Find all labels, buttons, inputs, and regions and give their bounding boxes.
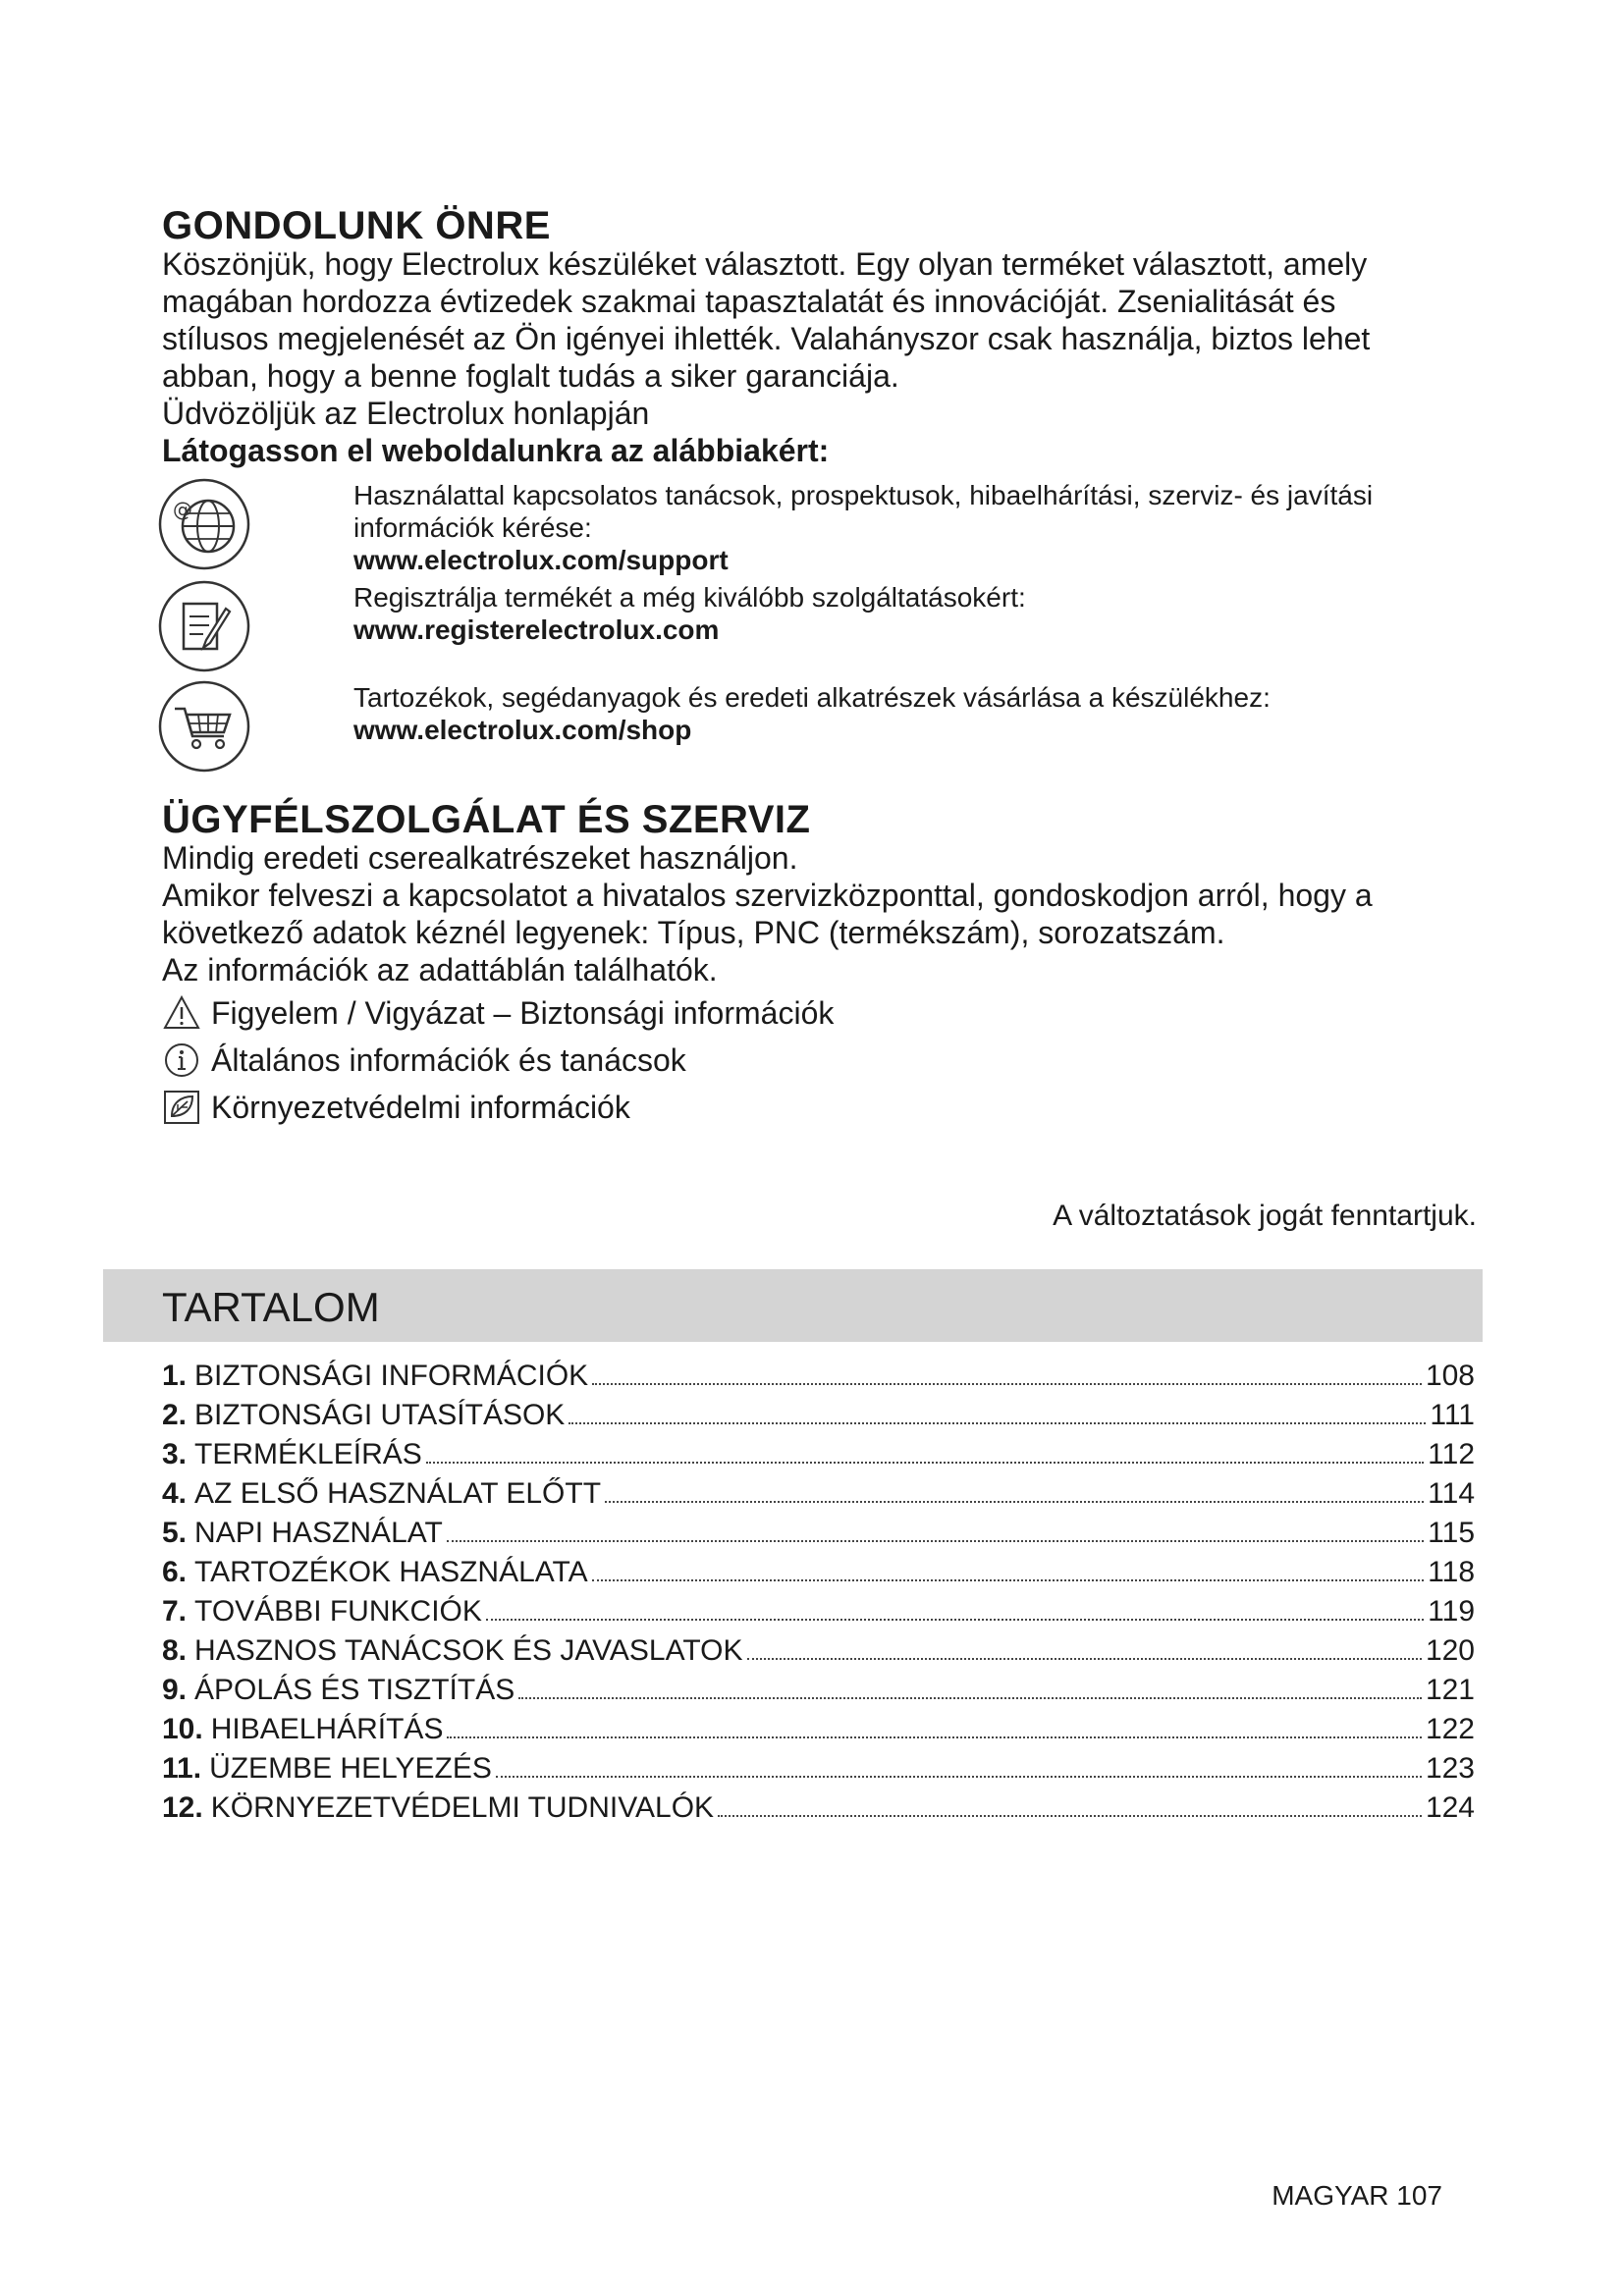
toc-entry[interactable]: 11. ÜZEMBE HELYEZÉS 123 [162,1752,1475,1785]
visit-shop-line: Tartozékok, segédanyagok és eredeti alkatrészek vásárlása a készülékhez: [353,682,1271,713]
service-line: Amikor felveszi a kapcsolatot a hivatalos szervizközponttal, gondoskodjon arról, hogy a [162,878,1373,913]
toc-entry[interactable]: 12. KÖRNYEZETVÉDELMI TUDNIVALÓK 124 [162,1791,1475,1824]
info-icon [162,1041,201,1079]
toc-entry-label: TERMÉKLEÍRÁS [194,1438,422,1470]
toc-entry-page: 120 [1425,1634,1475,1667]
svg-text:@: @ [173,498,192,521]
intro-line: abban, hogy a benne foglalt tudás a siker garanciája. [162,358,899,394]
toc-entry-page: 121 [1425,1674,1475,1706]
toc-entry-label: BIZTONSÁGI UTASÍTÁSOK [194,1399,566,1431]
support-link[interactable]: www.electrolux.com/support [353,545,729,575]
intro-title: GONDOLUNK ÖNRE [162,204,551,247]
visit-support-line: információk kérése: [353,512,592,543]
toc-entry[interactable]: 3. TERMÉKLEÍRÁS 112 [162,1438,1475,1470]
toc-entry[interactable]: 1. BIZTONSÁGI INFORMÁCIÓK 108 [162,1360,1475,1392]
toc-entry-page: 124 [1425,1791,1475,1824]
toc-entry-label: HASZNOS TANÁCSOK ÉS JAVASLATOK [194,1634,743,1667]
welcome-line: Üdvözöljük az Electrolux honlapján [162,396,650,431]
intro-line: magában hordozza évtizedek szakmai tapasztalatát és innovációját. Zsenialitását és [162,284,1336,319]
toc-header-bar [103,1269,1483,1342]
toc-entry-page: 115 [1428,1517,1475,1549]
toc-entry-page: 114 [1428,1477,1475,1510]
service-line: Mindig eredeti cserealkatrészeket használjon. [162,840,798,876]
shopping-cart-icon [157,679,251,774]
toc-entry[interactable]: 5. NAPI HASZNÁLAT 115 [162,1517,1475,1549]
page-footer: MAGYAR 107 [1272,2180,1442,2211]
environment-icon [162,1089,201,1126]
toc-entry-page: 119 [1428,1595,1475,1628]
toc-entry-label: NAPI HASZNÁLAT [194,1517,443,1549]
intro-line: Köszönjük, hogy Electrolux készüléket választott. Egy olyan terméket választott, amely [162,246,1368,282]
legend-warning-label: Figyelem / Vigyázat – Biztonsági információk [211,995,835,1031]
service-paragraph [162,839,1483,988]
toc-entry[interactable]: 8. HASZNOS TANÁCSOK ÉS JAVASLATOK 120 [162,1634,1475,1667]
intro-paragraph [162,245,1483,469]
toc-entry-label: TOVÁBBI FUNKCIÓK [194,1595,482,1628]
legend-info-label: Általános információk és tanácsok [211,1042,686,1078]
intro-line: stílusos megjelenését az Ön igényei ihlették. Valahányszor csak használja, biztos lehet [162,321,1371,356]
toc-entry-label: ÜZEMBE HELYEZÉS [209,1752,492,1785]
toc-entry-label: KÖRNYEZETVÉDELMI TUDNIVALÓK [210,1791,715,1824]
toc-title: TARTALOM [162,1284,380,1330]
toc-entry[interactable]: 10. HIBAELHÁRÍTÁS 122 [162,1713,1475,1745]
toc-entry-page: 111 [1430,1399,1475,1431]
service-title: ÜGYFÉLSZOLGÁLAT ÉS SZERVIZ [162,798,811,841]
toc-entry-page: 122 [1425,1713,1475,1745]
table-of-contents [162,1360,1475,1831]
toc-entry-label: ÁPOLÁS ÉS TISZTÍTÁS [194,1674,515,1706]
legend-environment [162,1089,630,1126]
toc-entry-page: 118 [1428,1556,1475,1588]
service-line: következő adatok kéznél legyenek: Típus, PNC (termékszám), sorozatszám. [162,915,1225,950]
visit-heading: Látogasson el weboldalunkra az alábbiakért: [162,433,830,468]
toc-entry-label: AZ ELSŐ HASZNÁLAT ELŐTT [194,1477,602,1510]
toc-entry-label: TARTOZÉKOK HASZNÁLATA [194,1556,588,1588]
legend-environment-label: Környezetvédelmi információk [211,1090,630,1125]
visit-register-line: Regisztrálja termékét a még kiválóbb szolgáltatásokért: [353,582,1026,613]
visit-support-line: Használattal kapcsolatos tanácsok, prospektusok, hibaelhárítási, szerviz- és javítási [353,480,1374,510]
service-line: Az információk az adattáblán találhatók. [162,952,718,988]
toc-entry[interactable]: 4. AZ ELSŐ HASZNÁLAT ELŐTT 114 [162,1477,1475,1510]
legend-info [162,1041,686,1079]
toc-entry[interactable]: 6. TARTOZÉKOK HASZNÁLATA 118 [162,1556,1475,1588]
register-link[interactable]: www.registerelectrolux.com [353,614,720,645]
toc-entry-label: BIZTONSÁGI INFORMÁCIÓK [194,1360,589,1392]
toc-entry[interactable]: 2. BIZTONSÁGI UTASÍTÁSOK 111 [162,1399,1475,1431]
toc-entry-page: 108 [1425,1360,1475,1392]
toc-entry[interactable]: 7. TOVÁBBI FUNKCIÓK 119 [162,1595,1475,1628]
toc-entry-page: 112 [1428,1438,1475,1470]
legend-warning [162,994,834,1032]
shop-link[interactable]: www.electrolux.com/shop [353,715,692,745]
warning-icon [162,994,201,1032]
toc-entry-page: 123 [1425,1752,1475,1785]
toc-entry-label: HIBAELHÁRÍTÁS [210,1713,444,1745]
rights-notice: A változtatások jogát fenntartjuk. [1053,1200,1477,1232]
globe-icon [157,477,251,571]
register-icon [157,579,251,673]
toc-entry[interactable]: 9. ÁPOLÁS ÉS TISZTÍTÁS 121 [162,1674,1475,1706]
